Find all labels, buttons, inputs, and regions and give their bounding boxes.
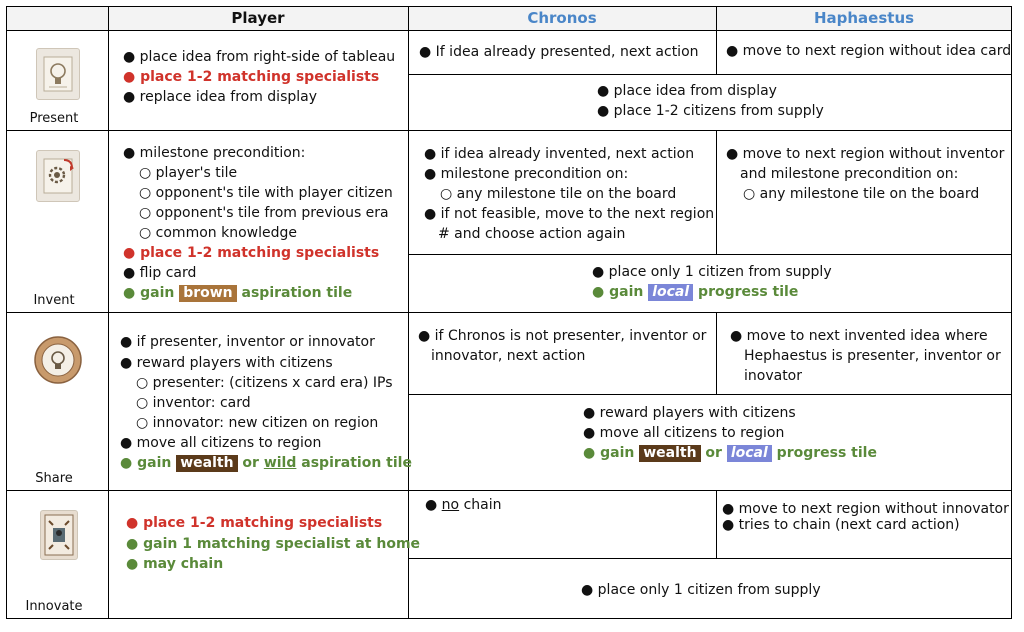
innovate-player-text: gain 1 matching specialist at home (143, 536, 421, 552)
invent-chronos-subline: ○ any milestone tile on the board (440, 186, 677, 202)
header-chronos: Chronos (408, 6, 716, 30)
invent-player-subline: ○ opponent's tile from previous era (139, 205, 389, 221)
innovate-shared-text: place only 1 citizen from supply (597, 582, 821, 598)
invent-shared-text: gain (609, 284, 644, 300)
present-player-line: ● replace idea from display (123, 89, 318, 105)
share-player-subline: ○ innovator: new citizen on region (136, 415, 379, 431)
present-player-text-2: place 1-2 matching specialists (140, 69, 380, 85)
share-shared-text: move all citizens to region (599, 425, 785, 441)
share-chronos-line (431, 346, 585, 366)
share-player-text: gain (137, 455, 172, 471)
invent-chronos-line: ● if idea already invented, next action (424, 146, 695, 162)
share-player-line: ● move all citizens to region (120, 435, 322, 451)
innovate-haphaestus-text: tries to chain (next card action) (738, 517, 960, 533)
present-haphaestus-line: ● move to next region without idea card (726, 43, 1012, 59)
present-shared-text-1: place idea from display (613, 83, 777, 99)
invent-player-text: milestone precondition: (139, 145, 306, 161)
grid-line (6, 6, 1012, 7)
share-player-text: if presenter, inventor or innovator (136, 334, 375, 350)
action-label-innovate: Innovate (25, 599, 83, 614)
invent-player-text: opponent's tile with player citizen (155, 185, 393, 201)
share-chronos-line: ● if Chronos is not presenter, inventor or (418, 328, 707, 344)
grid-line (408, 254, 1012, 255)
present-player-line: ● place idea from right-side of tableau (123, 49, 396, 65)
grid-line (716, 130, 717, 255)
invent-player-subline: ○ common knowledge (139, 225, 297, 241)
invent-player-line: ● milestone precondition: (123, 145, 306, 161)
invent-player-text: aspiration tile (241, 285, 353, 301)
wild-text: wild (263, 455, 297, 471)
grid-line (1011, 6, 1012, 619)
invent-player-text: flip card (139, 265, 197, 281)
share-player-subline: ○ presenter: (citizens x card era) IPs (136, 375, 393, 391)
grid-line (6, 30, 1012, 31)
local-tag: local (727, 445, 772, 462)
share-player-text: presenter: (citizens x card era) IPs (152, 375, 393, 391)
share-haphaestus-line: ● move to next invented idea where (730, 328, 988, 344)
action-label-share: Share (35, 471, 73, 486)
invent-haphaestus-text: any milestone tile on the board (759, 186, 980, 202)
header-player: Player (108, 6, 408, 30)
invent-shared-text: place only 1 citizen from supply (608, 264, 832, 280)
invent-player-line: ● gain brown aspiration tile (123, 285, 353, 301)
share-shared-line: ● gain wealth or local progress tile (583, 445, 877, 461)
innovate-chronos-text: chain (463, 497, 502, 513)
share-haphaestus-text: inovator (744, 368, 803, 384)
innovate-chronos-line: ● no chain (425, 497, 502, 513)
invent-player-subline: ○ player's tile (139, 165, 238, 181)
share-player-subline: ○ inventor: card (136, 395, 251, 411)
grid-line (408, 6, 409, 619)
invent-player-line: ● flip card (123, 265, 197, 281)
specialist-card-icon (40, 510, 78, 560)
grid-line (6, 490, 1012, 491)
local-tag: local (648, 284, 693, 301)
invent-chronos-text: milestone precondition on: (440, 166, 629, 182)
share-player-line: ● reward players with citizens (120, 355, 333, 371)
invent-chronos-text: any milestone tile on the board (456, 186, 677, 202)
grid-line (716, 312, 717, 395)
share-player-text: innovator: new citizen on region (152, 415, 379, 431)
present-chronos-line: ● If idea already presented, next action (419, 44, 699, 60)
invent-haphaestus-subline: ○ any milestone tile on the board (743, 186, 980, 202)
present-chronos-text: If idea already presented, next action (435, 44, 699, 60)
share-haphaestus-line (744, 366, 802, 386)
share-haphaestus-line (744, 346, 1001, 366)
grid-line (108, 6, 109, 619)
share-shared-line: ● move all citizens to region (583, 425, 785, 441)
share-shared-line: ● reward players with citizens (583, 405, 796, 421)
grid-line (408, 558, 1012, 559)
invent-shared-line: ● gain local progress tile (592, 284, 799, 300)
action-label-invent: Invent (33, 293, 75, 308)
share-shared-text: gain (600, 445, 635, 461)
innovate-shared-line: ● place only 1 citizen from supply (581, 582, 821, 598)
share-player-line: ● if presenter, inventor or innovator (120, 334, 375, 350)
invent-chronos-line (438, 224, 625, 244)
invent-haphaestus-text: move to next region without inventor (742, 146, 1005, 162)
grid-line (6, 130, 1012, 131)
innovate-chronos-no: no (441, 497, 460, 513)
invent-player-subline: ○ opponent's tile with player citizen (139, 185, 393, 201)
innovate-haphaestus-line: ● tries to chain (next card action) (722, 517, 960, 533)
invent-chronos-text: # and choose action again (438, 226, 626, 242)
invent-player-text: opponent's tile from previous era (155, 205, 389, 221)
share-player-text: reward players with citizens (136, 355, 333, 371)
wealth-tag: wealth (176, 455, 237, 472)
present-shared-line: ● place idea from display (597, 83, 777, 99)
grid-line (408, 394, 1012, 395)
grid-line (6, 6, 7, 619)
invent-shared-text: progress tile (698, 284, 799, 300)
present-haphaestus-text: move to next region without idea card (742, 43, 1012, 59)
innovate-player-line: ● gain 1 matching specialist at home (126, 536, 421, 552)
invent-player-text: player's tile (155, 165, 238, 181)
action-label-present: Present (29, 111, 79, 126)
share-shared-text: progress tile (776, 445, 877, 461)
present-player-line: ● place 1-2 matching specialists (123, 69, 380, 85)
present-shared-text-2: place 1-2 citizens from supply (613, 103, 824, 119)
header-haphaestus: Haphaestus (716, 6, 1012, 30)
present-player-text-3: replace idea from display (139, 89, 318, 105)
invent-chronos-line: ● if not feasible, move to the next region (424, 206, 715, 222)
grid-line (6, 312, 1012, 313)
share-player-text: move all citizens to region (136, 435, 322, 451)
innovate-player-line: ● place 1-2 matching specialists (126, 515, 383, 531)
innovate-player-text: place 1-2 matching specialists (143, 515, 383, 531)
bulb-medallion-icon (33, 335, 83, 385)
invent-chronos-text: if not feasible, move to the next region (440, 206, 715, 222)
innovate-haphaestus-text: move to next region without innovator (738, 501, 1009, 517)
wealth-tag: wealth (639, 445, 700, 462)
share-player-line: ● gain wealth or wild aspiration tile (120, 455, 412, 471)
share-shared-text: or (705, 445, 722, 461)
share-haphaestus-text: move to next invented idea where (746, 328, 988, 344)
invent-player-line: ● place 1-2 matching specialists (123, 245, 380, 261)
brown-tag: brown (179, 285, 236, 302)
present-player-text-1: place idea from right-side of tableau (139, 49, 396, 65)
invent-chronos-text: if idea already invented, next action (440, 146, 695, 162)
header-blank (6, 6, 108, 30)
invent-haphaestus-text: and milestone precondition on: (740, 166, 959, 182)
share-haphaestus-text: Hephaestus is presenter, inventor or (744, 348, 1001, 364)
innovate-haphaestus-line: ● move to next region without innovator (722, 501, 1009, 517)
innovate-player-line: ● may chain (126, 556, 224, 572)
invent-player-text: common knowledge (155, 225, 297, 241)
invent-haphaestus-line: ● move to next region without inventor (726, 146, 1005, 162)
share-player-text: aspiration tile (301, 455, 412, 471)
invent-player-text: gain (140, 285, 175, 301)
grid-line (408, 74, 1012, 75)
invent-chronos-line: ● milestone precondition on: (424, 166, 629, 182)
present-shared-line: ● place 1-2 citizens from supply (597, 103, 824, 119)
share-shared-text: reward players with citizens (599, 405, 796, 421)
share-player-text: or (242, 455, 259, 471)
share-chronos-text: innovator, next action (431, 348, 586, 364)
grid-line (716, 490, 717, 559)
invent-haphaestus-line (740, 164, 958, 184)
grid-line (6, 618, 1012, 619)
grid-line (716, 6, 717, 75)
share-chronos-text: if Chronos is not presenter, inventor or (434, 328, 707, 344)
share-player-text: inventor: card (152, 395, 251, 411)
bulb-gear-card-icon (36, 150, 80, 202)
lightbulb-idea-card-icon (36, 48, 80, 100)
invent-player-text: place 1-2 matching specialists (140, 245, 380, 261)
invent-shared-line: ● place only 1 citizen from supply (592, 264, 832, 280)
innovate-player-text: may chain (143, 556, 224, 572)
